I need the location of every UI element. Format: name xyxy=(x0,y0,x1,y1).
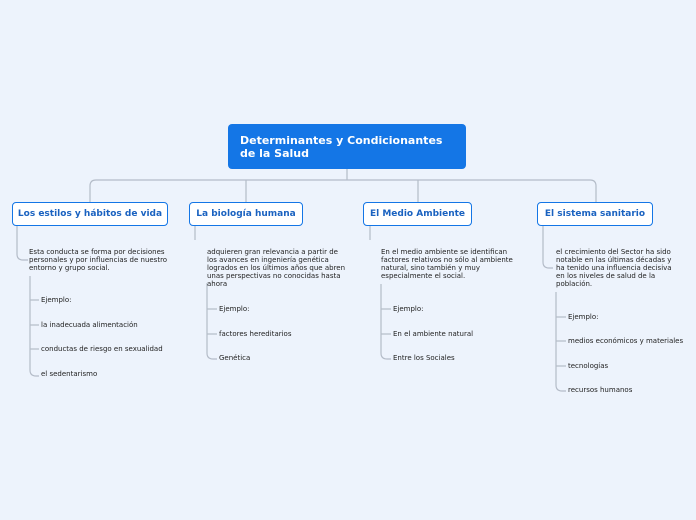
branch-4-connector xyxy=(590,180,596,202)
branch-2-item: Genética xyxy=(219,354,251,362)
branch-1-item: conductas de riesgo en sexualidad xyxy=(41,345,163,353)
branch-2-item: factores hereditarios xyxy=(219,330,292,338)
branch-label: El Medio Ambiente xyxy=(369,209,466,219)
branch-4-item: Ejemplo: xyxy=(568,313,599,321)
branch-4-note: el crecimiento del Sector ha sido notable en las últimas décadas y ha tenido una influencia decisiva en los niveles de salud de la población. xyxy=(556,248,672,288)
branch-estilos-habitos[interactable] xyxy=(12,202,168,226)
branch-1-items-line xyxy=(30,276,39,376)
branch-3-items-line xyxy=(381,284,391,359)
branch-1-connector xyxy=(90,180,96,202)
branch-medio-ambiente[interactable] xyxy=(363,202,472,226)
branch-2-item: Ejemplo: xyxy=(219,305,250,313)
branch-1-item: la inadecuada alimentación xyxy=(41,321,138,329)
central-topic[interactable] xyxy=(228,124,466,169)
branch-4-note-line xyxy=(543,226,553,268)
branch-label: Los estilos y hábitos de vida xyxy=(17,209,163,219)
branch-4-item: tecnologías xyxy=(568,362,609,370)
branch-1-note-line xyxy=(17,226,28,260)
branch-sistema-sanitario[interactable] xyxy=(537,202,653,226)
branch-biologia-humana[interactable] xyxy=(189,202,303,226)
branch-label: El sistema sanitario xyxy=(544,209,646,219)
branch-1-item: Ejemplo: xyxy=(41,296,72,304)
branch-1-note: Esta conducta se forma por decisiones personales y por influencias de nuestro entorno y grupo social. xyxy=(29,248,168,272)
branch-4-item: medios económicos y materiales xyxy=(568,337,684,345)
branch-label: La biología humana xyxy=(196,209,296,219)
branch-3-note: En el medio ambiente se identifican factores relativos no sólo al ambiente natural, sino también y muy especialmente el social. xyxy=(381,248,513,280)
branch-3-item: Entre los Sociales xyxy=(393,354,455,362)
branch-2-note: adquieren gran relevancia a partir de los avances en ingeniería genética logrados en los últimos años que abren unas perspectivas no conocidas hasta ahora xyxy=(207,248,346,288)
branch-1-item: el sedentarismo xyxy=(41,370,98,378)
branch-4-item: recursos humanos xyxy=(568,386,633,394)
branch-2-items-line xyxy=(207,283,217,359)
central-topic-title: Determinantes y Condicionantes de la Salud xyxy=(240,134,443,160)
branch-3-item: Ejemplo: xyxy=(393,305,424,313)
branch-3-item: En el ambiente natural xyxy=(393,330,474,338)
